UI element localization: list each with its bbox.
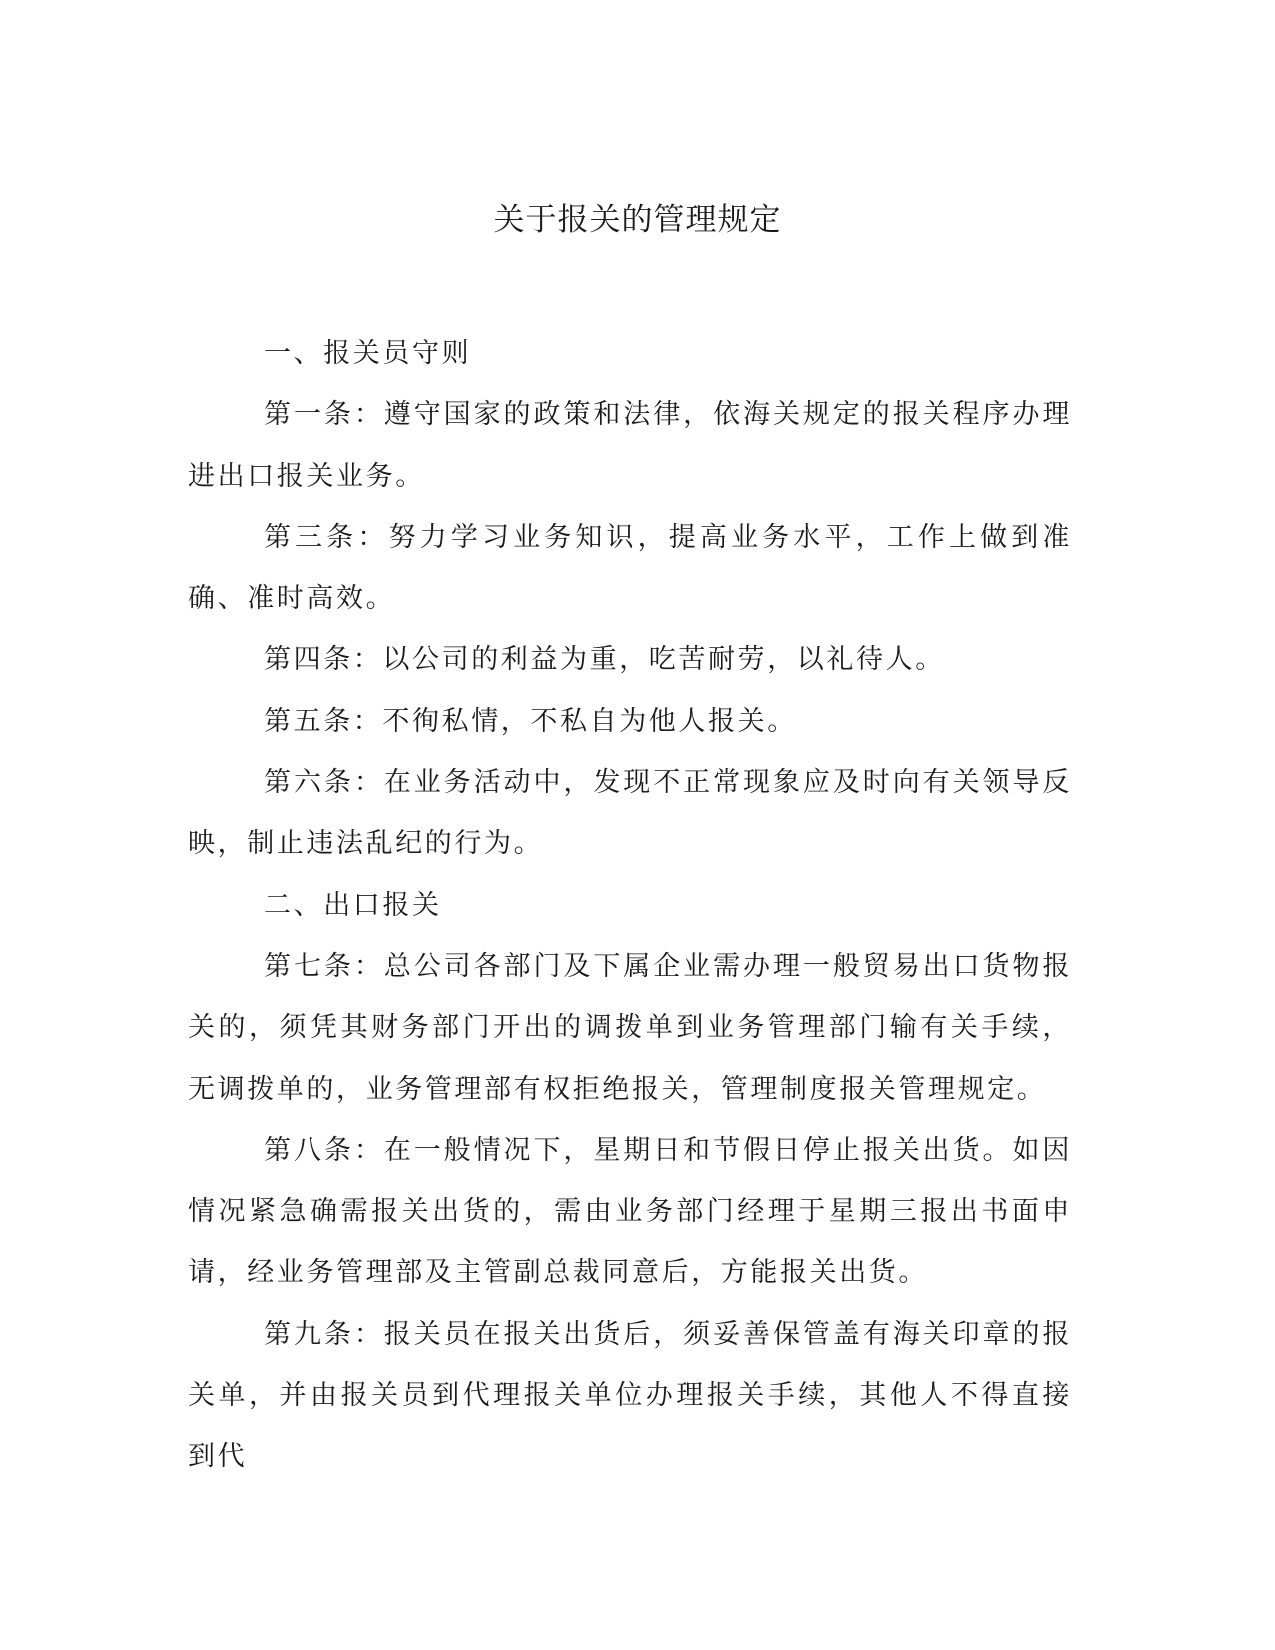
- section-heading: 二、出口报关: [264, 889, 442, 921]
- article-paragraph: 第五条：不徇私情，不私自为他人报关。: [264, 705, 797, 737]
- article-paragraph: 第四条：以公司的利益为重，吃苦耐劳，以礼待人。: [264, 644, 945, 676]
- article-paragraph: 第八条：在一般情况下，星期日和节假日停止报关出货。如因情况紧急确需报关出货的，需由业务部门经理于星期三报出书面申请，经业务管理部及主管副总裁同意后，方能报关出货。: [188, 1134, 1072, 1289]
- article-paragraph: 第三条：努力学习业务知识，提高业务水平，工作上做到准确、准时高效。: [188, 521, 1072, 615]
- article-paragraph: 第六条：在业务活动中，发现不正常现象应及时向有关领导反映，制止违法乱纪的行为。: [188, 767, 1072, 860]
- document-title: 关于报关的管理规定: [493, 202, 782, 238]
- section-heading: 一、报关员守则: [264, 338, 472, 369]
- article-paragraph: 第一条：遵守国家的政策和法律，依海关规定的报关程序办理进出口报关业务。: [188, 399, 1072, 492]
- article-paragraph: 第九条：报关员在报关出货后，须妥善保管盖有海关印章的报关单，并由报关员到代理报关单位办理报关手续，其他人不得直接到代: [188, 1318, 1072, 1473]
- document-body: [188, 323, 1072, 1488]
- article-paragraph: 第七条：总公司各部门及下属企业需办理一般贸易出口货物报关的，须凭其财务部门开出的调拨单到业务管理部门输有关手续，无调拨单的，业务管理部有权拒绝报关，管理制度报关管理规定。: [188, 950, 1072, 1105]
